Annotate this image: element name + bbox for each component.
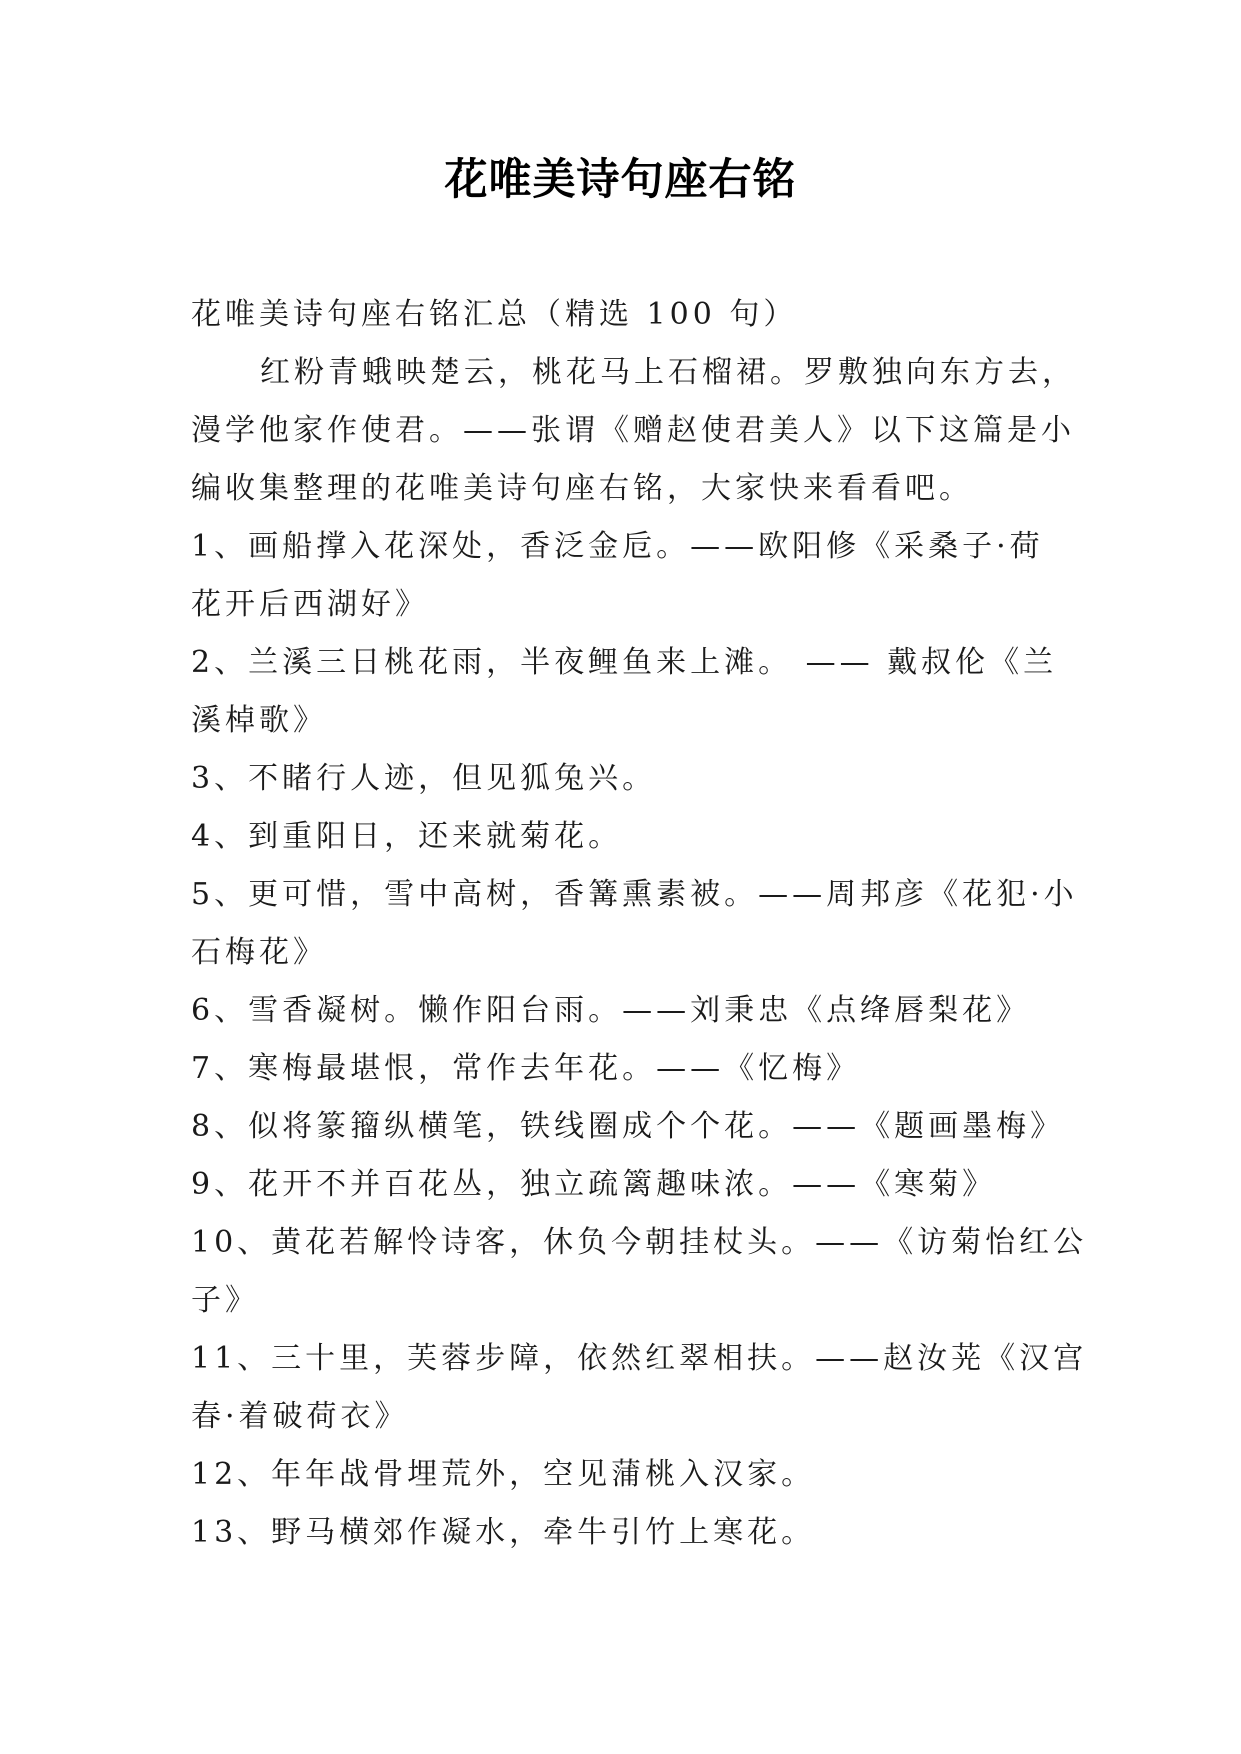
quote-line: 12、年年战骨埋荒外，空见蒲桃入汉家。	[191, 1457, 816, 1492]
quote-line: 春·着破荷衣》	[191, 1399, 409, 1434]
quote-line: 4、到重阳日，还来就菊花。	[191, 819, 623, 854]
quote-line: 2、兰溪三日桃花雨，半夜鲤鱼来上滩。 —— 戴叔伦《兰	[191, 645, 1058, 680]
quote-line: 石梅花》	[191, 935, 327, 970]
quote-line: 7、寒梅最堪恨，常作去年花。——《忆梅》	[191, 1051, 861, 1086]
quote-line: 8、似将篆籀纵横笔，铁线圈成个个花。——《题画墨梅》	[191, 1109, 1065, 1144]
summary-heading: 花唯美诗句座右铭汇总（精选 100 句）	[191, 297, 798, 332]
quote-line: 13、野马横郊作凝水，牵牛引竹上寒花。	[191, 1515, 816, 1550]
intro-line: 编收集整理的花唯美诗句座右铭，大家快来看看吧。	[191, 471, 973, 506]
intro-line: 红粉青蛾映楚云，桃花马上石榴裙。罗敷独向东方去，	[260, 355, 1076, 390]
quote-line: 1、画船撑入花深处，香泛金卮。——欧阳修《采桑子·荷	[191, 529, 1044, 564]
quote-line: 3、不睹行人迹，但见狐兔兴。	[191, 761, 657, 796]
quote-line: 9、花开不并百花丛，独立疏篱趣味浓。——《寒菊》	[191, 1167, 997, 1202]
intro-line: 漫学他家作使君。——张谓《赠赵使君美人》以下这篇是小	[191, 413, 1075, 448]
quote-line: 10、黄花若解怜诗客，休负今朝挂杖头。——《访菊怡红公	[191, 1225, 1088, 1260]
document-body	[191, 286, 1088, 1562]
quote-line: 花开后西湖好》	[191, 587, 429, 622]
quote-line: 6、雪香凝树。懒作阳台雨。——刘秉忠《点绛唇梨花》	[191, 993, 1031, 1028]
quote-line: 子》	[191, 1283, 259, 1318]
document-title: 花唯美诗句座右铭	[444, 155, 797, 205]
quote-line: 溪棹歌》	[191, 703, 327, 738]
quote-line: 5、更可惜，雪中高树，香篝熏素被。——周邦彦《花犯·小	[191, 877, 1078, 912]
quote-line: 11、三十里，芙蓉步障，依然红翠相扶。——赵汝茪《汉宫	[191, 1341, 1088, 1376]
